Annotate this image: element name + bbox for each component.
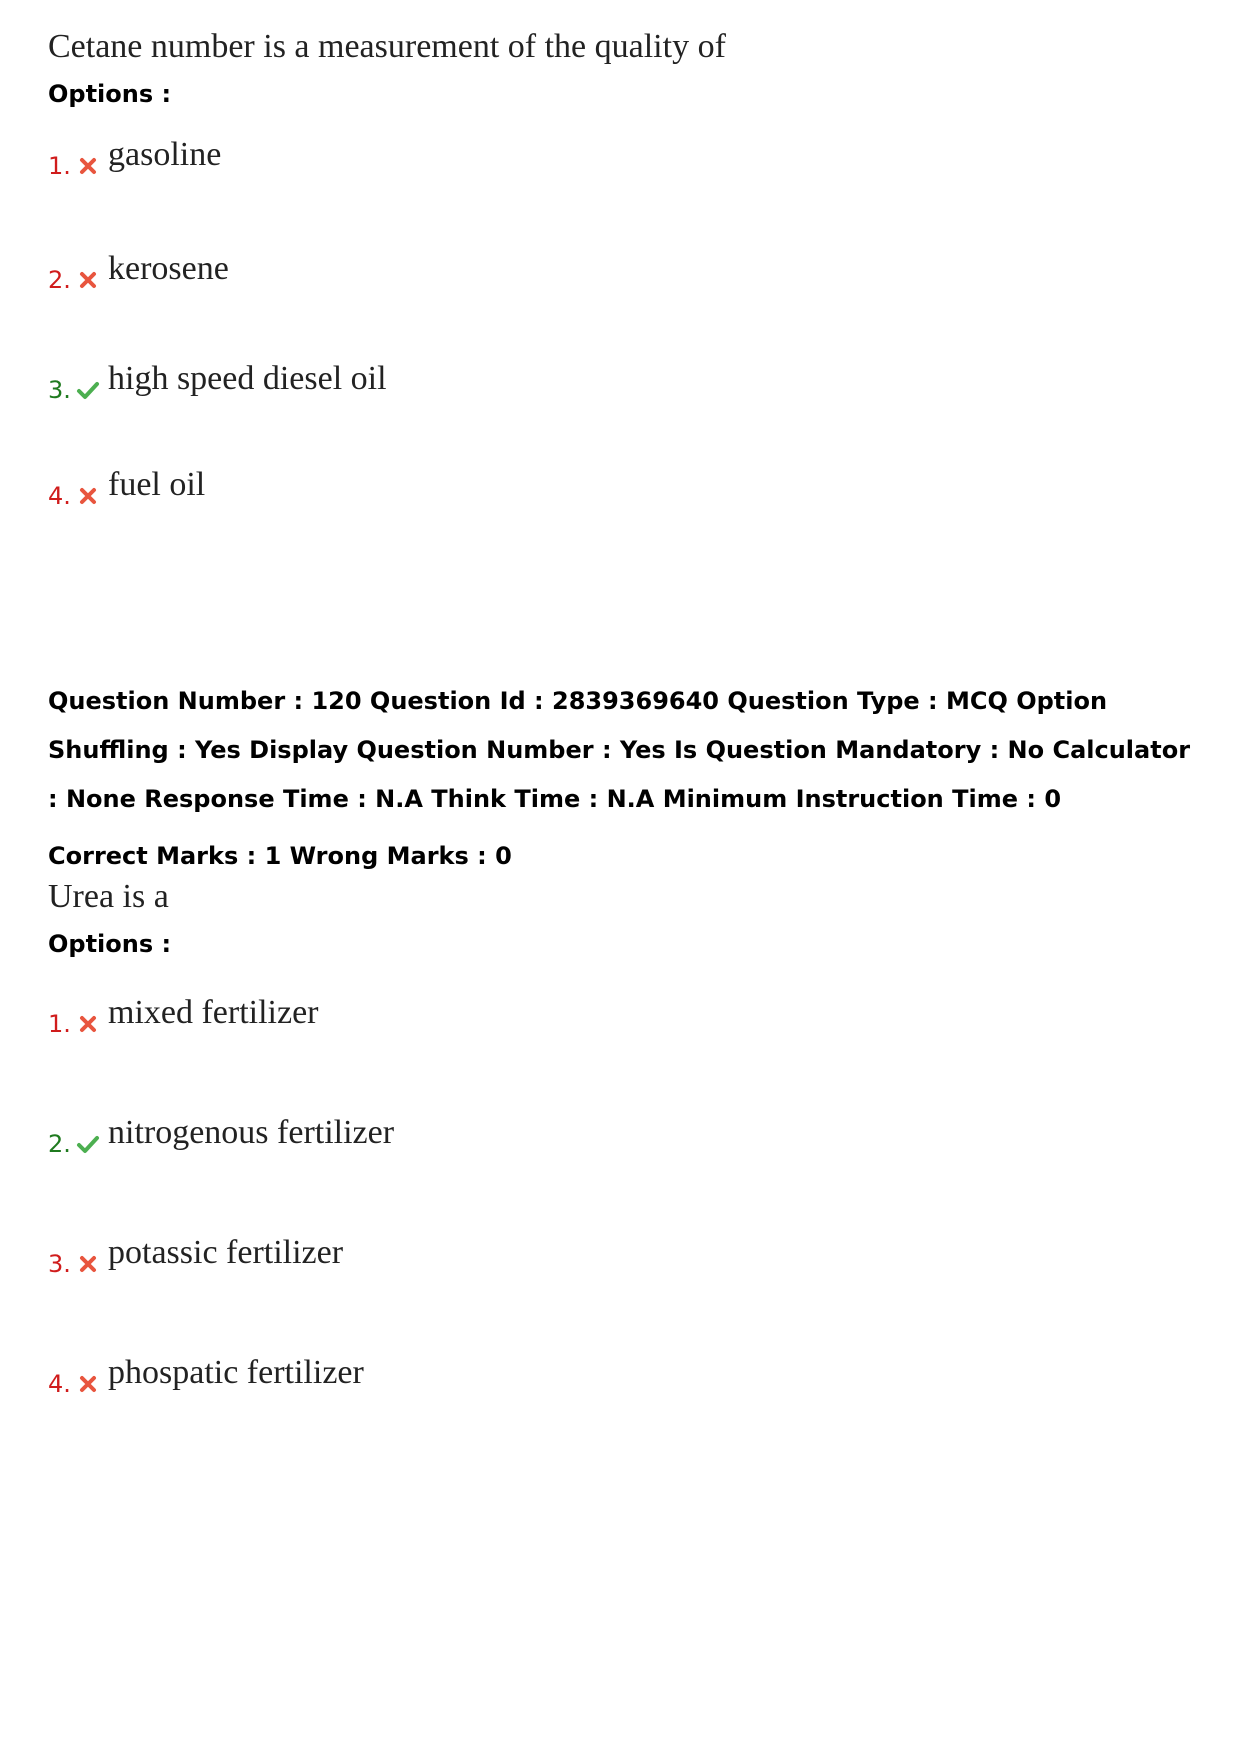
question-text: Urea is a [48, 878, 169, 915]
option-number: 4. [48, 482, 71, 510]
option-item [48, 1348, 848, 1398]
cross-icon [76, 1012, 100, 1036]
option-number: 4. [48, 1370, 71, 1398]
option-number: 3. [48, 376, 71, 404]
question-meta: Question Number : 120 Question Id : 2839369640 Question Type : MCQ Option Shuffling : Yes Display Question Number : Yes Is Question Mandatory : No Calculator : None Response Time : N.A Think Time : N.A Minimum Instruction Time : 0 [48, 687, 1191, 813]
option-text: fuel oil [108, 466, 206, 503]
option-item [48, 244, 848, 294]
option-item [48, 1108, 848, 1158]
option-number: 1. [48, 1010, 71, 1038]
option-item [48, 988, 848, 1038]
option-text: high speed diesel oil [108, 360, 387, 397]
cross-icon [76, 1372, 100, 1396]
cross-icon [76, 268, 100, 292]
option-number: 3. [48, 1250, 71, 1278]
question-marks: Correct Marks : 1 Wrong Marks : 0 [48, 842, 512, 870]
options-label: Options : [48, 930, 172, 958]
option-number: 2. [48, 1130, 71, 1158]
question-text: Cetane number is a measurement of the quality of [48, 28, 726, 65]
check-icon [76, 378, 100, 402]
option-text: kerosene [108, 250, 229, 287]
option-text: phospatic fertilizer [108, 1354, 364, 1391]
cross-icon [76, 1252, 100, 1276]
option-item [48, 1228, 848, 1278]
option-item [48, 460, 848, 510]
option-text: mixed fertilizer [108, 994, 319, 1031]
check-icon [76, 1132, 100, 1156]
option-text: potassic fertilizer [108, 1234, 344, 1271]
cross-icon [76, 484, 100, 508]
option-text: gasoline [108, 136, 222, 173]
option-item [48, 130, 848, 180]
options-label: Options : [48, 80, 172, 108]
option-number: 1. [48, 152, 71, 180]
option-number: 2. [48, 266, 71, 294]
option-text: nitrogenous fertilizer [108, 1114, 395, 1151]
option-item [48, 354, 848, 404]
cross-icon [76, 154, 100, 178]
